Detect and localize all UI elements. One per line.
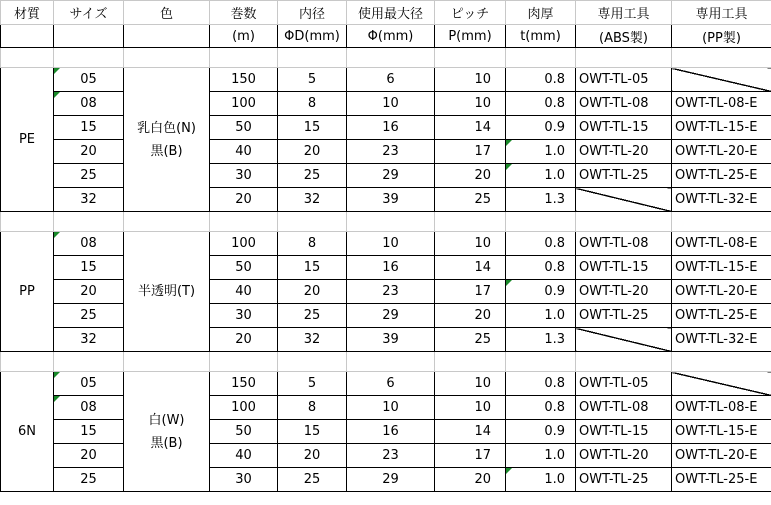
size-cell[interactable]: 08 [54, 92, 124, 116]
header-tool-abs[interactable]: 専用工具 [576, 1, 672, 25]
max-diameter-cell[interactable]: 39 [347, 188, 435, 212]
header-tool-pp[interactable]: 専用工具 [672, 1, 771, 25]
pitch-cell[interactable]: 14 [435, 420, 506, 444]
header-unit-inner-diameter[interactable]: ΦD(mm) [278, 25, 347, 48]
color-cell[interactable] [124, 68, 210, 212]
table-row [1, 256, 771, 280]
header-color[interactable]: 色 [124, 1, 210, 25]
spacer-cell[interactable] [576, 212, 672, 232]
inner-diameter-cell[interactable]: 25 [278, 164, 347, 188]
spacer-cell[interactable] [210, 212, 278, 232]
size-cell[interactable]: 15 [54, 256, 124, 280]
winding-cell[interactable]: 30 [210, 164, 278, 188]
color-cell[interactable] [124, 232, 210, 352]
tool-pp-cell[interactable]: OWT-TL-15-E [672, 256, 771, 280]
tool-abs-cell[interactable]: OWT-TL-15 [576, 420, 672, 444]
tool-abs-cell[interactable] [576, 328, 672, 352]
spacer-cell[interactable] [347, 352, 435, 372]
pitch-cell[interactable]: 25 [435, 188, 506, 212]
max-diameter-cell[interactable]: 29 [347, 304, 435, 328]
spacer-cell[interactable] [435, 212, 506, 232]
thickness-cell[interactable]: 0.8 [506, 256, 576, 280]
color-label: 白(W) [148, 412, 185, 428]
material-cell[interactable]: PP [1, 232, 54, 352]
color-label: 半透明(T) [137, 284, 196, 299]
thickness-cell[interactable]: 1.0 [506, 140, 576, 164]
spacer-row [1, 352, 771, 372]
winding-cell[interactable]: 40 [210, 280, 278, 304]
tool-abs-cell[interactable]: OWT-TL-25 [576, 468, 672, 492]
spacer-cell[interactable] [576, 48, 672, 68]
max-diameter-cell[interactable]: 23 [347, 444, 435, 468]
spacer-cell[interactable] [1, 352, 54, 372]
tool-abs-cell[interactable]: OWT-TL-15 [576, 256, 672, 280]
tool-pp-cell[interactable]: OWT-TL-20-E [672, 140, 771, 164]
pitch-cell[interactable]: 14 [435, 256, 506, 280]
tool-abs-cell[interactable]: OWT-TL-20 [576, 280, 672, 304]
table-row [1, 164, 771, 188]
tool-pp-cell[interactable] [672, 68, 771, 92]
tool-abs-cell[interactable]: OWT-TL-08 [576, 396, 672, 420]
tool-pp-cell[interactable]: OWT-TL-32-E [672, 328, 771, 352]
tool-abs-cell[interactable]: OWT-TL-08 [576, 232, 672, 256]
pitch-cell[interactable]: 17 [435, 444, 506, 468]
header-inner-diameter[interactable]: 内径 [278, 1, 347, 25]
size-cell[interactable]: 32 [54, 328, 124, 352]
size-cell[interactable]: 20 [54, 280, 124, 304]
table-row [1, 468, 771, 492]
spacer-cell[interactable] [124, 352, 210, 372]
max-diameter-cell[interactable]: 29 [347, 164, 435, 188]
tool-pp-cell[interactable]: OWT-TL-32-E [672, 188, 771, 212]
header-max-diameter[interactable]: 使用最大径 [347, 1, 435, 25]
tool-abs-cell[interactable]: OWT-TL-20 [576, 140, 672, 164]
spacer-cell[interactable] [347, 212, 435, 232]
header-pitch[interactable]: ピッチ [435, 1, 506, 25]
thickness-cell[interactable]: 0.8 [506, 232, 576, 256]
pitch-cell[interactable]: 10 [435, 396, 506, 420]
thickness-cell[interactable]: 1.0 [506, 468, 576, 492]
header-unit-tool-pp[interactable]: (PP製) [672, 25, 771, 48]
table-row [1, 304, 771, 328]
max-diameter-cell[interactable]: 16 [347, 420, 435, 444]
table-row [1, 68, 771, 92]
tool-pp-cell[interactable] [672, 372, 771, 396]
spacer-cell[interactable] [278, 48, 347, 68]
spacer-cell[interactable] [506, 352, 576, 372]
tool-pp-cell[interactable]: OWT-TL-15-E [672, 420, 771, 444]
spacer-cell[interactable] [124, 212, 210, 232]
table-row [1, 188, 771, 212]
pitch-cell[interactable]: 17 [435, 280, 506, 304]
header-unit-pitch[interactable]: P(mm) [435, 25, 506, 48]
thickness-cell[interactable]: 1.0 [506, 444, 576, 468]
table-row [1, 280, 771, 304]
inner-diameter-cell[interactable]: 20 [278, 140, 347, 164]
spacer-row [1, 212, 771, 232]
max-diameter-cell[interactable]: 16 [347, 116, 435, 140]
inner-diameter-cell[interactable]: 20 [278, 444, 347, 468]
tool-pp-cell[interactable]: OWT-TL-25-E [672, 304, 771, 328]
max-diameter-cell[interactable]: 23 [347, 140, 435, 164]
size-cell[interactable]: 25 [54, 304, 124, 328]
thickness-cell[interactable]: 0.8 [506, 68, 576, 92]
max-diameter-cell[interactable]: 23 [347, 280, 435, 304]
header-unit-winding[interactable]: (m) [210, 25, 278, 48]
tool-pp-cell[interactable]: OWT-TL-08-E [672, 232, 771, 256]
pitch-cell[interactable]: 20 [435, 164, 506, 188]
size-cell[interactable]: 15 [54, 420, 124, 444]
winding-cell[interactable]: 50 [210, 256, 278, 280]
spec-table-body [1, 1, 771, 492]
winding-cell[interactable]: 50 [210, 420, 278, 444]
tool-pp-cell[interactable]: OWT-TL-20-E [672, 444, 771, 468]
thickness-cell[interactable]: 1.3 [506, 188, 576, 212]
table-row [1, 420, 771, 444]
winding-cell[interactable]: 150 [210, 372, 278, 396]
spacer-cell[interactable] [672, 352, 771, 372]
thickness-cell[interactable]: 0.9 [506, 280, 576, 304]
thickness-cell[interactable]: 1.0 [506, 164, 576, 188]
size-cell[interactable]: 20 [54, 140, 124, 164]
table-row [1, 92, 771, 116]
inner-diameter-cell[interactable]: 15 [278, 420, 347, 444]
header-row-1 [1, 1, 771, 25]
color-label: 黒(B) [150, 143, 183, 159]
pitch-cell[interactable]: 10 [435, 232, 506, 256]
spacer-cell[interactable] [210, 352, 278, 372]
spacer-cell[interactable] [54, 212, 124, 232]
table-row [1, 328, 771, 352]
tool-abs-cell[interactable]: OWT-TL-08 [576, 92, 672, 116]
spacer-cell[interactable] [506, 212, 576, 232]
spacer-cell[interactable] [54, 352, 124, 372]
tool-pp-cell[interactable]: OWT-TL-20-E [672, 280, 771, 304]
spacer-cell[interactable] [672, 212, 771, 232]
inner-diameter-cell[interactable]: 8 [278, 396, 347, 420]
spacer-cell[interactable] [435, 48, 506, 68]
inner-diameter-cell[interactable]: 25 [278, 304, 347, 328]
header-unit-max-diameter[interactable]: Φ(mm) [347, 25, 435, 48]
thickness-cell[interactable]: 0.8 [506, 372, 576, 396]
header-row-2 [1, 25, 771, 48]
color-label: 黒(B) [150, 435, 183, 451]
spacer-cell[interactable] [54, 48, 124, 68]
thickness-cell[interactable]: 0.9 [506, 420, 576, 444]
winding-cell[interactable]: 40 [210, 140, 278, 164]
tool-abs-cell[interactable]: OWT-TL-05 [576, 372, 672, 396]
thickness-cell[interactable]: 0.9 [506, 116, 576, 140]
inner-diameter-cell[interactable]: 8 [278, 232, 347, 256]
spacer-cell[interactable] [278, 212, 347, 232]
table-row [1, 396, 771, 420]
pitch-cell[interactable]: 10 [435, 92, 506, 116]
color-cell[interactable] [124, 372, 210, 492]
size-cell[interactable]: 15 [54, 116, 124, 140]
spacer-cell[interactable] [1, 48, 54, 68]
header-unit-thickness[interactable]: t(mm) [506, 25, 576, 48]
winding-cell[interactable]: 20 [210, 188, 278, 212]
header-unit-empty[interactable] [124, 25, 210, 48]
winding-cell[interactable]: 50 [210, 116, 278, 140]
spacer-cell[interactable] [506, 48, 576, 68]
winding-cell[interactable]: 100 [210, 92, 278, 116]
max-diameter-cell[interactable]: 10 [347, 92, 435, 116]
max-diameter-cell[interactable]: 6 [347, 372, 435, 396]
tool-abs-cell[interactable]: OWT-TL-20 [576, 444, 672, 468]
winding-cell[interactable]: 40 [210, 444, 278, 468]
spacer-cell[interactable] [124, 48, 210, 68]
max-diameter-cell[interactable]: 10 [347, 232, 435, 256]
pitch-cell[interactable]: 10 [435, 372, 506, 396]
thickness-cell[interactable]: 1.3 [506, 328, 576, 352]
max-diameter-cell[interactable]: 6 [347, 68, 435, 92]
size-cell[interactable]: 05 [54, 372, 124, 396]
max-diameter-cell[interactable]: 29 [347, 468, 435, 492]
thickness-cell[interactable]: 0.8 [506, 92, 576, 116]
winding-cell[interactable]: 30 [210, 468, 278, 492]
table-row [1, 232, 771, 256]
thickness-cell[interactable]: 1.0 [506, 304, 576, 328]
table-row [1, 372, 771, 396]
size-cell[interactable]: 25 [54, 468, 124, 492]
spacer-cell[interactable] [435, 352, 506, 372]
tool-pp-cell[interactable]: OWT-TL-15-E [672, 116, 771, 140]
winding-cell[interactable]: 30 [210, 304, 278, 328]
inner-diameter-cell[interactable]: 15 [278, 116, 347, 140]
pitch-cell[interactable]: 14 [435, 116, 506, 140]
size-cell[interactable]: 32 [54, 188, 124, 212]
header-unit-empty[interactable] [1, 25, 54, 48]
spacer-cell[interactable] [347, 48, 435, 68]
tool-pp-cell[interactable]: OWT-TL-25-E [672, 164, 771, 188]
winding-cell[interactable]: 150 [210, 68, 278, 92]
header-size[interactable]: サイズ [54, 1, 124, 25]
winding-cell[interactable]: 100 [210, 232, 278, 256]
tool-abs-cell[interactable]: OWT-TL-25 [576, 164, 672, 188]
size-cell[interactable]: 05 [54, 68, 124, 92]
inner-diameter-cell[interactable]: 5 [278, 372, 347, 396]
header-winding[interactable]: 巻数 [210, 1, 278, 25]
header-thickness[interactable]: 肉厚 [506, 1, 576, 25]
material-cell[interactable]: PE [1, 68, 54, 212]
inner-diameter-cell[interactable]: 5 [278, 68, 347, 92]
spacer-cell[interactable] [576, 352, 672, 372]
spacer-cell[interactable] [672, 48, 771, 68]
inner-diameter-cell[interactable]: 8 [278, 92, 347, 116]
tool-abs-cell[interactable] [576, 188, 672, 212]
tool-pp-cell[interactable]: OWT-TL-08-E [672, 92, 771, 116]
thickness-cell[interactable]: 0.8 [506, 396, 576, 420]
tool-abs-cell[interactable]: OWT-TL-25 [576, 304, 672, 328]
inner-diameter-cell[interactable]: 15 [278, 256, 347, 280]
spacer-cell[interactable] [1, 212, 54, 232]
pitch-cell[interactable]: 20 [435, 304, 506, 328]
size-cell[interactable]: 08 [54, 396, 124, 420]
inner-diameter-cell[interactable]: 32 [278, 328, 347, 352]
spacer-cell[interactable] [278, 352, 347, 372]
pitch-cell[interactable]: 20 [435, 468, 506, 492]
inner-diameter-cell[interactable]: 32 [278, 188, 347, 212]
size-cell[interactable]: 08 [54, 232, 124, 256]
tool-abs-cell[interactable]: OWT-TL-15 [576, 116, 672, 140]
header-unit-empty[interactable] [54, 25, 124, 48]
tool-abs-cell[interactable]: OWT-TL-05 [576, 68, 672, 92]
size-cell[interactable]: 25 [54, 164, 124, 188]
winding-cell[interactable]: 20 [210, 328, 278, 352]
header-unit-tool-abs[interactable]: (ABS製) [576, 25, 672, 48]
spacer-cell[interactable] [210, 48, 278, 68]
table-row [1, 140, 771, 164]
pitch-cell[interactable]: 25 [435, 328, 506, 352]
table-row [1, 116, 771, 140]
winding-cell[interactable]: 100 [210, 396, 278, 420]
pitch-cell[interactable]: 10 [435, 68, 506, 92]
inner-diameter-cell[interactable]: 25 [278, 468, 347, 492]
spacer-row [1, 48, 771, 68]
table-row [1, 444, 771, 468]
tool-pp-cell[interactable]: OWT-TL-08-E [672, 396, 771, 420]
max-diameter-cell[interactable]: 39 [347, 328, 435, 352]
size-cell[interactable]: 20 [54, 444, 124, 468]
color-label: 乳白色(N) [137, 120, 196, 136]
header-material[interactable]: 材質 [1, 1, 54, 25]
tool-pp-cell[interactable]: OWT-TL-25-E [672, 468, 771, 492]
max-diameter-cell[interactable]: 10 [347, 396, 435, 420]
inner-diameter-cell[interactable]: 20 [278, 280, 347, 304]
pitch-cell[interactable]: 17 [435, 140, 506, 164]
max-diameter-cell[interactable]: 16 [347, 256, 435, 280]
material-cell[interactable]: 6N [1, 372, 54, 492]
